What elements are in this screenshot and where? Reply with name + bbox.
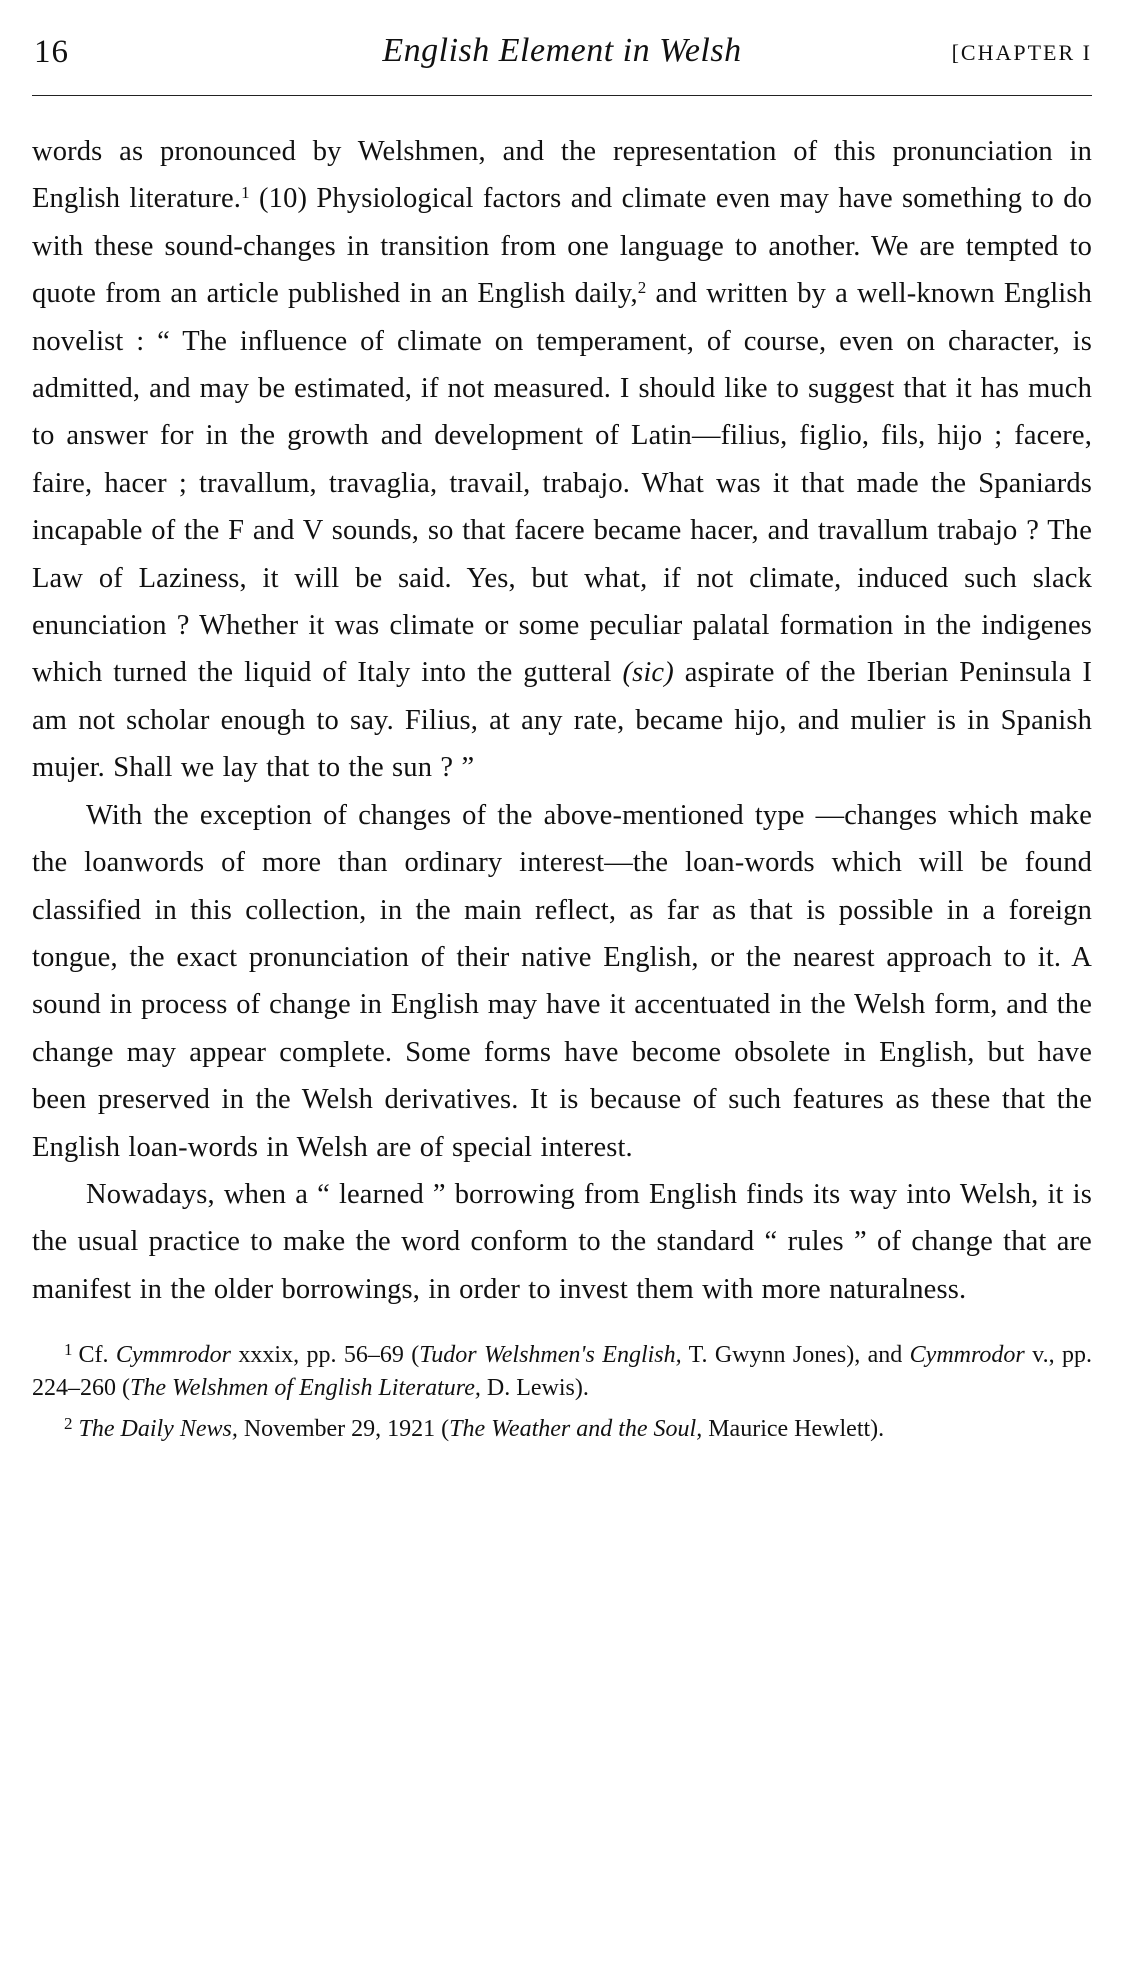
paragraph-2: With the exception of changes of the above-mentioned type —changes which make the loanwords of more than ordinary interest—the loan-words which will be found classified in this collection, in the main reflect, as far as that is possible in a foreign tongue, the exact pronunciation of their native English, or the nearest approach to it. A sound in process of change in English may have it accentuated in the Welsh form, and the change may appear complete. Some forms have become obsolete in English, but have been preserved in the Welsh derivatives. It is because of such features as these that the English loan-words in Welsh are of special interest. bbox=[32, 799, 1092, 1163]
footnote-1-article: Tudor Welshmen's English, bbox=[419, 1342, 682, 1369]
paragraph-1 bbox=[32, 128, 1092, 792]
paragraph-1-text-d: aspirate of the Iberian Peninsula I am not scholar enough to say. Filius, at any rate, became hijo, and mulier is in Spanish mujer. Shall we lay that to the sun ? ” bbox=[32, 657, 1092, 784]
running-title: English Element in Welsh bbox=[382, 32, 742, 69]
footnote-2-newspaper: The Daily News, bbox=[78, 1416, 238, 1443]
footnote-2-article: The Weather and the Soul, bbox=[449, 1416, 703, 1443]
footnote-1-text: v., pp. 224–260 ( bbox=[32, 1342, 1092, 1402]
header-rule bbox=[32, 95, 1092, 96]
footnote-1-text: xxxix, pp. 56–69 ( bbox=[231, 1342, 420, 1369]
footnote-1-journal: Cymmrodor bbox=[909, 1342, 1025, 1369]
footnote-2-text: Maurice Hewlett). bbox=[702, 1416, 885, 1443]
footnote-1-journal: Cymmrodor bbox=[115, 1342, 232, 1369]
paragraph-1-text-c: and written by a well-known English novelist : “ The influence of climate on temperament, of course, even on character, is admitted, and may be estimated, if not measured. I should like to suggest that it has much to answer for in the growth and development of Latin—filius, figlio, fils, hijo ; facere, faire, hacer ; travallum, travaglia, travail, trabajo. What was it that made the Spaniards incapable of the F and V sounds, so that facere became hacer, and travallum trabajo ? The Law of Laziness, it will be said. Yes, but what, if not climate, induced such slack enunciation ? Whether it was climate or some peculiar palatal formation in the indigenes which turned the liquid of Italy into the gutteral bbox=[32, 278, 1093, 689]
footnote-2-text: November 29, 1921 ( bbox=[237, 1416, 450, 1443]
footnote-2-mark: 2 bbox=[64, 1414, 73, 1434]
running-head bbox=[32, 0, 1092, 102]
footnote-1-text: T. Gwynn Jones), and bbox=[681, 1342, 910, 1369]
book-page bbox=[32, 0, 1092, 1448]
paragraph-3: Nowadays, when a “ learned ” borrowing from English finds its way into Welsh, it is the usual practice to make the word conform to the standard “ rules ” of change that are manifest in the older borrowings, in order to invest them with more naturalness. bbox=[32, 1178, 1092, 1305]
footnote-1 bbox=[32, 1333, 1092, 1405]
sic-note: (sic) bbox=[622, 657, 674, 689]
footnote-ref-1: 1 bbox=[241, 183, 250, 203]
footnote-1-text: D. Lewis). bbox=[480, 1375, 589, 1402]
footnote-1-mark: 1 bbox=[64, 1340, 73, 1360]
page-number: 16 bbox=[34, 34, 69, 70]
paragraph-1-text-a: words as pronounced by Welshmen, and the representation of this pronunciation in English literature. bbox=[32, 136, 1092, 215]
paragraph-1-text-b: (10) Physiological factors and climate even may have something to do with these sound-changes in transition from one language to another. We are tempted to quote from an article published in an English daily, bbox=[32, 183, 1093, 310]
footnotes bbox=[32, 1333, 1092, 1446]
body-text bbox=[32, 128, 1092, 1313]
footnote-1-text: Cf. bbox=[78, 1342, 116, 1369]
footnote-1-article: The Welshmen of English Literature, bbox=[130, 1375, 481, 1402]
footnote-2 bbox=[32, 1407, 1092, 1446]
chapter-reference: [CHAPTER I bbox=[951, 40, 1092, 65]
footnote-ref-2: 2 bbox=[637, 278, 647, 298]
